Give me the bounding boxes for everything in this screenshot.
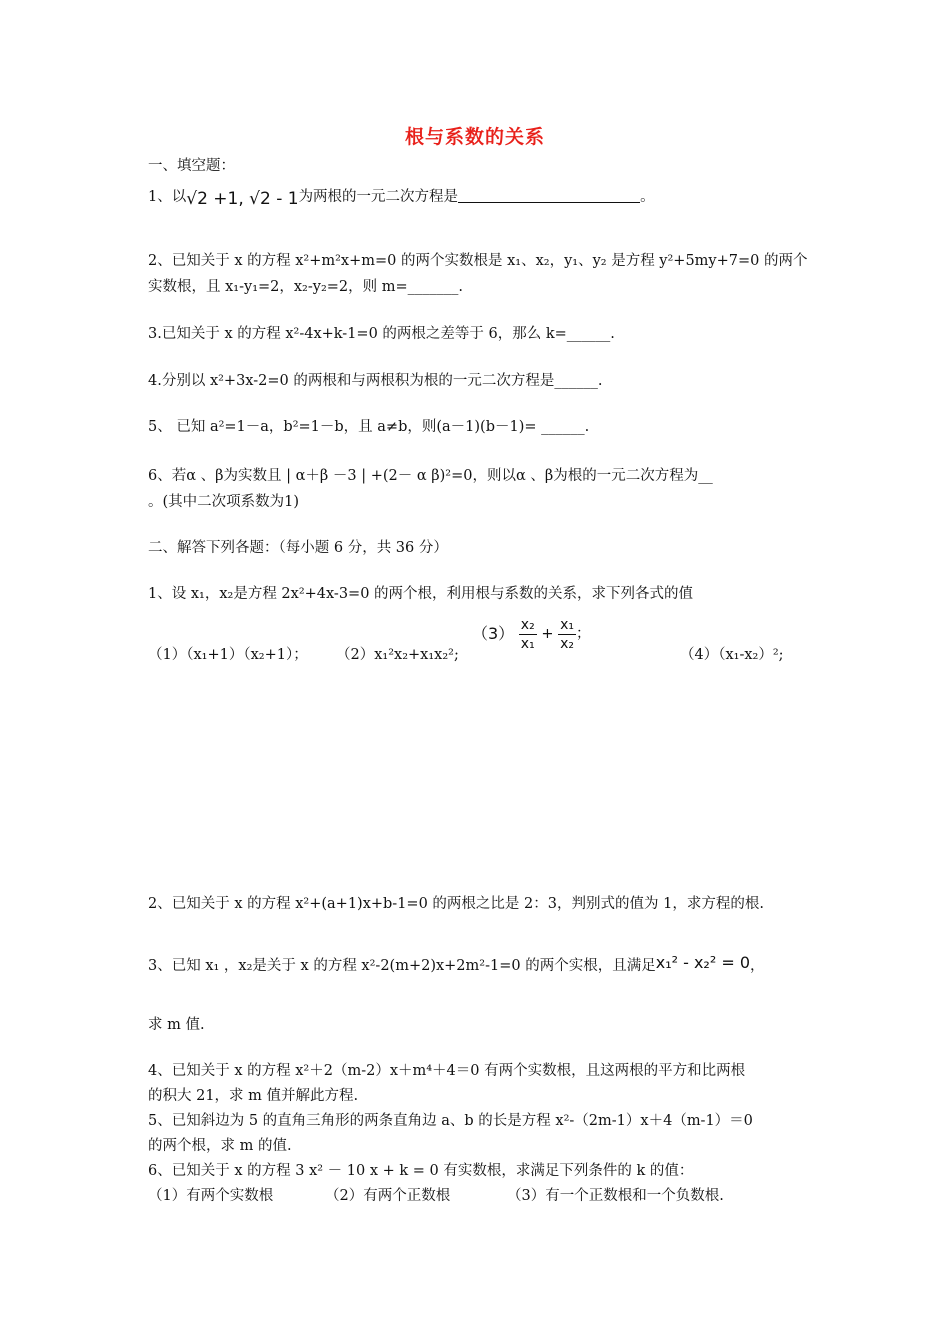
fraction-x1-over-x2 (558, 616, 576, 653)
question-2-3-line2: 求 m 值. (148, 1017, 205, 1033)
fraction-denominator: x₂ (560, 635, 574, 652)
q2-3-comma: ， (750, 958, 765, 974)
question-2-5-line2: 的两个根，求 m 的值. (148, 1138, 292, 1154)
question-2-5-line1: 5、已知斜边为 5 的直角三角形的两条直角边 a、b 的长是方程 x²-（2m-1）x＋4（m-1）＝0 (148, 1113, 753, 1129)
question-2-6-choice2: （2）有两个正数根 (325, 1188, 451, 1204)
question-2-2: 2、已知关于 x 的方程 x²+(a+1)x+b-1=0 的两根之比是 2：3，判别式的值为 1，求方程的根. (148, 896, 764, 912)
question-2-4-line2: 的积大 21，求 m 值并解此方程. (148, 1088, 359, 1104)
fraction-numerator: x₂ (520, 616, 535, 633)
question-2-3-line1 (148, 954, 765, 975)
question-2-6-line1: 6、已知关于 x 的方程 3 x² － 10 x + k = 0 有实数根，求满足下列条件的 k 的值： (148, 1163, 694, 1179)
page-title: 根与系数的关系 (404, 126, 545, 148)
question-1-4: 4.分别以 x²+3x-2=0 的两根和与两根积为根的一元二次方程是______. (148, 373, 603, 389)
question-2-1-part4: （4）（x₁-x₂）²; (680, 647, 784, 663)
question-1-5: 5、 已知 a²=1－a，b²=1－b，且 a≠b，则(a－1)(b－1)= ______. (148, 419, 590, 435)
section2-heading: 二、解答下列各题：（每小题 6 分，共 36 分） (148, 540, 448, 556)
part3-label: （3） (472, 624, 515, 643)
question-1-3: 3.已知关于 x 的方程 x²-4x+k-1=0 的两根之差等于 6，那么 k=______. (148, 326, 615, 342)
q1-suffix: 为两根的一元二次方程是 (298, 189, 459, 205)
question-1-6-line1: 6、若α 、β为实数且 | α＋β －3 | +(2－ α β)²=0，则以α 、β为根的一元二次方程为__ (148, 468, 713, 484)
fraction-denominator: x₁ (520, 635, 535, 652)
question-2-1-part2: （2）x₁²x₂+x₁x₂²; (336, 647, 459, 663)
question-2-1-stem: 1、设 x₁，x₂是方程 2x²+4x-3=0 的两个根，利用根与系数的关系，求下列各式的值 (148, 586, 694, 602)
q1-prefix: 1、以 (148, 189, 187, 205)
plus-sign: + (541, 626, 554, 642)
question-1-6-line2: 。(其中二次项系数为1) (148, 494, 300, 510)
fraction-x2-over-x1 (519, 616, 537, 653)
q1-math: √2 +1, √2 - 1 (186, 189, 299, 209)
answer-blank[interactable] (458, 188, 640, 203)
question-1-2-line2: 实数根，且 x₁-y₁=2，x₂-y₂=2，则 m=_______. (148, 279, 464, 295)
fraction-numerator: x₁ (560, 616, 574, 633)
part3-end: ； (575, 626, 591, 642)
question-2-4-line1: 4、已知关于 x 的方程 x²＋2（m-2）x＋m⁴＋4＝0 有两个实数根，且这两根的平方和比两根 (148, 1063, 746, 1079)
section1-heading: 一、填空题： (148, 158, 235, 174)
question-1-2-line1: 2、已知关于 x 的方程 x²+m²x+m=0 的两个实数根是 x₁、x₂，y₁、y₂ 是方程 y²+5my+7=0 的两个 (148, 253, 808, 269)
question-1-1 (148, 188, 655, 208)
question-2-6-choice3: （3）有一个正数根和一个负数根. (507, 1188, 724, 1204)
question-2-6-choice1: （1）有两个实数根 (148, 1188, 274, 1204)
q2-3-math: x₁² - x₂² = 0 (655, 953, 751, 972)
q1-end: 。 (640, 189, 655, 205)
question-2-1-part3 (472, 614, 590, 654)
question-2-1-part1: （1）（x₁+1）（x₂+1）； (148, 647, 308, 663)
q2-3-text: 3、已知 x₁ ，x₂是关于 x 的方程 x²-2(m+2)x+2m²-1=0 的两个实根，且满足 (148, 958, 656, 974)
